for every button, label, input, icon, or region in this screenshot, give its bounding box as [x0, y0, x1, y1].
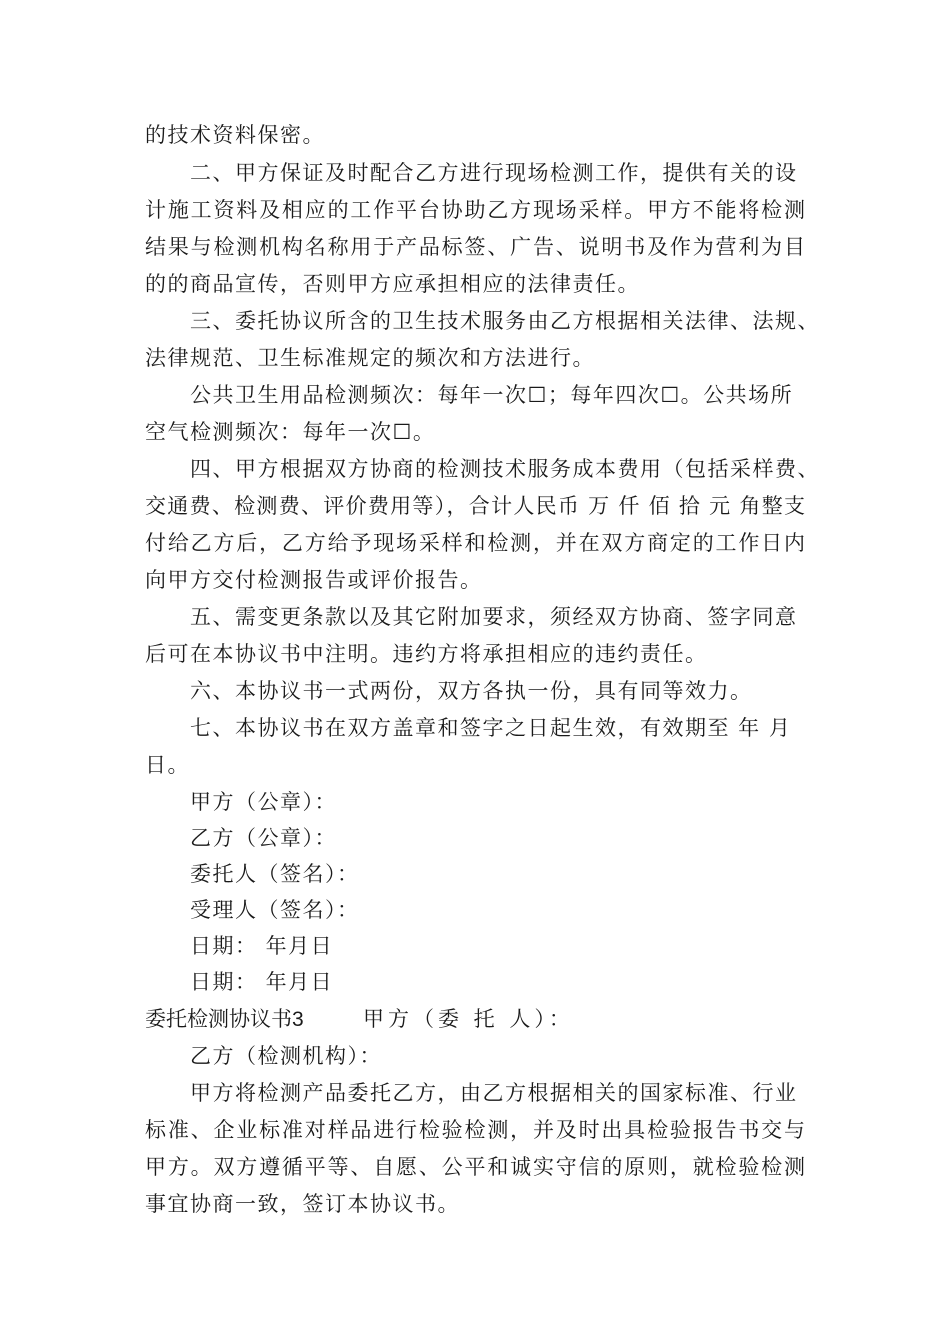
- text-line: 五、需变更条款以及其它附加要求，须经双方协商、签字同意: [190, 605, 798, 629]
- text-line: 甲方。双方遵循平等、自愿、公平和诚实守信的原则，就检验检测: [145, 1155, 805, 1179]
- text-line: 结果与检测机构名称用于产品标签、广告、说明书及作为营利为目: [145, 235, 805, 259]
- signature-date: 日期： 年月日: [190, 970, 334, 994]
- text-line: 空气检测频次：每年一次☐。: [145, 420, 436, 444]
- signature-client: 委托人（签名）：: [190, 862, 360, 886]
- text-line: 交通费、检测费、评价费用等），合计人民币 万 仟 佰 拾 元 角整支: [145, 494, 805, 518]
- signature-acceptor: 受理人（签名）：: [190, 898, 360, 922]
- section-3-party-a: 甲方（委 托 人）：: [363, 1007, 574, 1031]
- section-3-title: 委托检测协议书3: [145, 1008, 304, 1031]
- text-line: 法律规范、卫生标准规定的频次和方法进行。: [145, 346, 595, 370]
- text-line: 公共卫生用品检测频次：每年一次☐；每年四次☐。公共场所: [190, 383, 794, 407]
- text-line: 甲方将检测产品委托乙方，由乙方根据相关的国家标准、行业: [190, 1081, 798, 1105]
- text-line: 计施工资料及相应的工作平台协助乙方现场采样。甲方不能将检测: [145, 198, 805, 222]
- text-line: 七、本协议书在双方盖章和签字之日起生效，有效期至 年 月: [190, 716, 792, 740]
- section-3-heading: [145, 1001, 574, 1037]
- text-line: 三、委托协议所含的卫生技术服务由乙方根据相关法律、法规、: [190, 309, 820, 333]
- signature-party-b: 乙方（公章）：: [190, 826, 337, 850]
- signature-date: 日期： 年月日: [190, 934, 334, 958]
- text-line: 标准、企业标准对样品进行检验检测，并及时出具检验报告书交与: [145, 1118, 805, 1142]
- text-line: 的的商品宣传，否则甲方应承担相应的法律责任。: [145, 272, 640, 296]
- text-line: 六、本协议书一式两份，双方各执一份，具有同等效力。: [190, 679, 753, 703]
- text-line: 事宜协商一致，签订本协议书。: [145, 1192, 460, 1216]
- text-line: 二、甲方保证及时配合乙方进行现场检测工作，提供有关的设: [190, 161, 798, 185]
- text-line: 日。: [145, 753, 190, 777]
- text-line: 乙方（检测机构）：: [190, 1044, 382, 1068]
- text-line: 向甲方交付检测报告或评价报告。: [145, 568, 483, 592]
- text-line: 后可在本协议书中注明。违约方将承担相应的违约责任。: [145, 642, 708, 666]
- text-line: 付给乙方后，乙方给予现场采样和检测，并在双方商定的工作日内: [145, 531, 805, 555]
- text-line: 的技术资料保密。: [145, 123, 325, 147]
- text-line: 四、甲方根据双方协商的检测技术服务成本费用（包括采样费、: [190, 457, 820, 481]
- signature-party-a: 甲方（公章）：: [190, 790, 337, 814]
